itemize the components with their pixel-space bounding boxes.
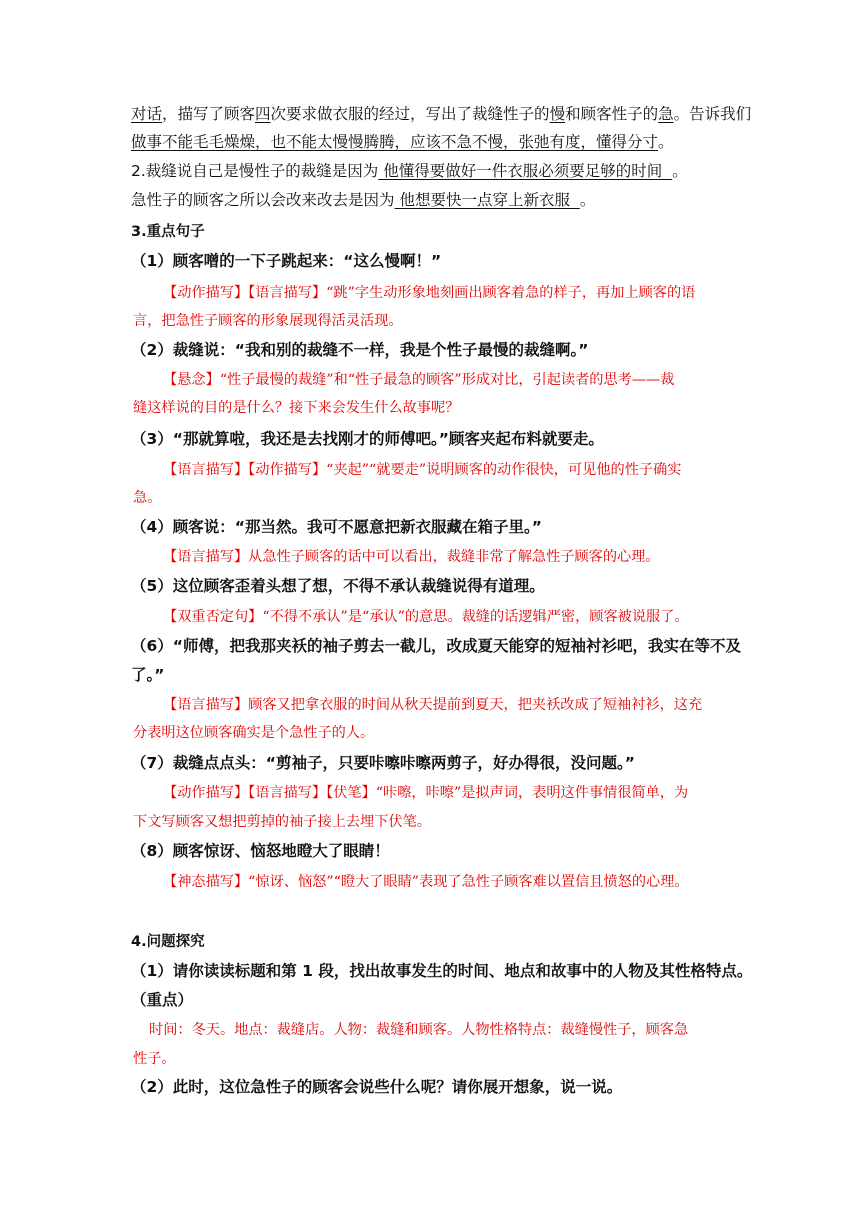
q2-seg: 2.裁缝说自己是慢性子的裁缝是因为 — [131, 162, 379, 180]
section3-heading: 3.重点句子 — [131, 224, 205, 240]
intro-line-1 — [131, 104, 751, 124]
note-7-line-2: 下文写顾客又想把剪掉的袖子接上去埋下伏笔。 — [133, 814, 431, 830]
intro-seg: 次要求做衣服的经过，写出了裁缝性子的 — [270, 105, 550, 123]
intro-seg: 急 — [658, 105, 674, 123]
note-4-line-1: 【语言描写】从急性子顾客的话中可以看出，裁缝非常了解急性子顾客的心理。 — [163, 549, 660, 565]
sentence-4: （4）顾客说：“那当然。我可不愿意把新衣服藏在箱子里。” — [131, 518, 542, 536]
q2-line-2 — [131, 190, 595, 210]
question-2: （2）此时，这位急性子的顾客会说些什么呢？请你展开想象，说一说。 — [131, 1078, 623, 1096]
intro-seg: 四 — [255, 105, 271, 123]
sentence-2: （2）裁缝说：“我和别的裁缝不一样，我是个性子最慢的裁缝啊。” — [131, 341, 589, 359]
q2-seg: 急性子的顾客之所以会改来改去是因为 — [131, 191, 395, 209]
sentence-6-line-2: 了。” — [131, 666, 165, 684]
note-2-line-2: 缝这样说的目的是什么？接下来会发生什么故事呢？ — [133, 400, 460, 416]
answer-1-line-1: 时间：冬天。地点：裁缝店。人物：裁缝和顾客。人物性格特点：裁缝慢性子，顾客急 — [149, 1022, 689, 1038]
intro-seg: 对话 — [131, 105, 163, 123]
intro-seg: 。告诉我们 — [673, 105, 752, 123]
note-6-line-2: 分表明这位顾客确实是个急性子的人。 — [133, 725, 375, 741]
intro-seg: 慢 — [549, 105, 566, 123]
sentence-7: （7）裁缝点点头：“剪袖子，只要咔嚓咔嚓两剪子，好办得很，没问题。” — [131, 754, 635, 772]
intro-seg: 。 — [658, 133, 674, 151]
sentence-8: （8）顾客惊讶、恼怒地瞪大了眼睛！ — [131, 842, 390, 860]
note-5-line-1: 【双重否定句】“不得不承认”是“承认”的意思。裁缝的话逻辑严密，顾客被说服了。 — [163, 609, 689, 625]
sentence-5: （5）这位顾客歪着头想了想，不得不承认裁缝说得有道理。 — [131, 577, 545, 595]
q2-answer: 他懂得要做好一件衣服必须要足够的时间 — [378, 162, 673, 180]
question-1-tag: （重点） — [131, 991, 194, 1009]
note-6-line-1: 【语言描写】顾客又把拿衣服的时间从秋天提前到夏天，把夹袄改成了短袖衬衫，这充 — [163, 697, 703, 713]
q2-answer: 他想要快一点穿上新衣服 — [394, 191, 580, 209]
intro-seg: ，描写了顾客 — [162, 105, 256, 123]
q2-seg: 。 — [672, 162, 688, 180]
intro-line-2 — [131, 132, 674, 152]
section4-heading: 4.问题探究 — [131, 934, 205, 950]
note-1-line-2: 言，把急性子顾客的形象展现得活灵活现。 — [133, 313, 403, 329]
answer-1-line-2: 性子。 — [133, 1051, 176, 1067]
note-3-line-2: 急。 — [133, 490, 162, 506]
q2-seg: 。 — [579, 191, 596, 209]
note-2-line-1: 【悬念】“性子最慢的裁缝”和“性子最急的顾客”形成对比，引起读者的思考——裁 — [163, 372, 675, 388]
intro-seg: 做事不能毛毛燥燥，也不能太慢慢腾腾，应该不急不慢，张弛有度，懂得分寸 — [131, 133, 659, 151]
sentence-3: （3）“那就算啦，我还是去找刚才的师傅吧。”顾客夹起布料就要走。 — [131, 430, 604, 448]
question-1: （1）请你读读标题和第 1 段，找出故事发生的时间、地点和故事中的人物及其性格特点。 — [131, 962, 753, 980]
note-7-line-1: 【动作描写】【语言描写】【伏笔】“咔嚓，咔嚓”是拟声词，表明这件事情很简单，为 — [163, 785, 689, 801]
q2-line-1 — [131, 161, 688, 181]
sentence-1: （1）顾客噌的一下子跳起来：“这么慢啊！” — [131, 252, 442, 270]
note-1-line-1: 【动作描写】【语言描写】“跳”字生动形象地刻画出顾客着急的样子，再加上顾客的语 — [163, 285, 696, 301]
sentence-6-line-1: （6）“师傅，把我那夹袄的袖子剪去一截儿，改成夏天能穿的短袖衬衫吧，我实在等不及 — [131, 637, 741, 655]
note-3-line-1: 【语言描写】【动作描写】“夹起”“就要走”说明顾客的动作很快，可见他的性子确实 — [163, 462, 682, 478]
note-8-line-1: 【神态描写】“惊讶、恼怒”“瞪大了眼睛”表现了急性子顾客难以置信且愤怒的心理。 — [163, 874, 689, 890]
intro-seg: 和顾客性子的 — [565, 105, 659, 123]
